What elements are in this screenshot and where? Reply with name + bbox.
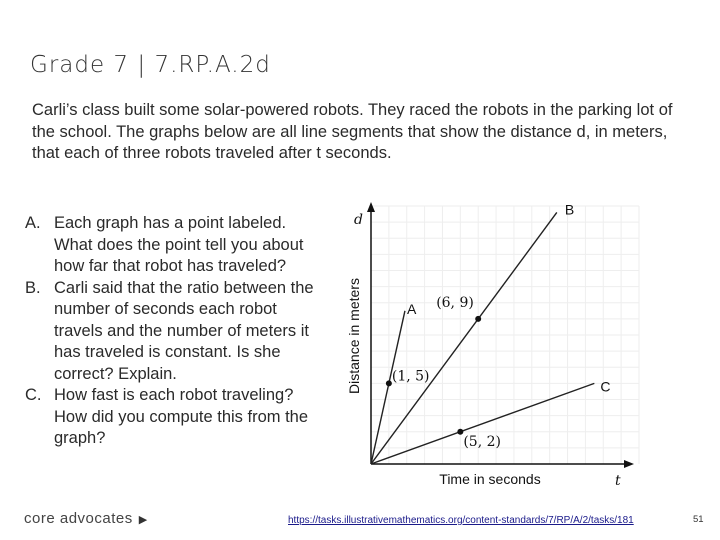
data-point-label: (1, 5): [391, 368, 430, 385]
data-point-label: (6, 9): [436, 294, 474, 311]
question-letter: B.: [25, 278, 41, 297]
data-point: [475, 316, 481, 322]
x-axis-variable: t: [615, 473, 621, 489]
question-list: [25, 213, 325, 450]
x-axis-label: Time in seconds: [439, 471, 541, 487]
question-letter: C.: [25, 386, 42, 404]
question-item: [25, 278, 325, 386]
series-line-c: [371, 383, 594, 464]
series-name-c: C: [600, 378, 611, 395]
logo-text: core advocates: [24, 510, 133, 527]
question-item: [25, 385, 325, 450]
page-number: 51: [693, 514, 704, 525]
series-name-b: B: [564, 201, 575, 218]
y-axis-arrow-icon: [367, 202, 375, 212]
series-name-a: A: [406, 300, 417, 317]
page-title: Grade 7 | 7.RP.A.2d: [30, 52, 271, 78]
question-text: How fast is each robot traveling? How did you compute this from the graph?: [54, 386, 309, 447]
data-point-label: (5, 2): [463, 433, 501, 450]
question-text: Each graph has a point labeled. What does the point tell you about how far that robot has traveled?: [54, 214, 304, 275]
intro-paragraph: Carli’s class built some solar-powered robots. They raced the robots in the parking lot of the school. The graphs below are all line segments that show the distance d, in meters, that each of three robots traveled after t seconds.: [32, 101, 673, 162]
y-axis-label: Distance in meters: [346, 278, 362, 394]
y-axis-variable: d: [354, 212, 363, 228]
distance-time-chart: [340, 196, 640, 491]
source-link[interactable]: https://tasks.illustrativemathematics.org/content-standards/7/RP/A/2/tasks/181: [288, 515, 634, 526]
logo-arrow-icon: ▶: [138, 514, 148, 526]
question-letter: A.: [25, 214, 41, 232]
core-advocates-logo[interactable]: [24, 510, 148, 527]
x-axis-arrow-icon: [624, 460, 634, 468]
question-text: Carli said that the ratio between the number of seconds each robot travels and the number of meters it has traveled is constant. Is she correct? Explain.: [54, 278, 314, 383]
question-item: [25, 213, 325, 278]
